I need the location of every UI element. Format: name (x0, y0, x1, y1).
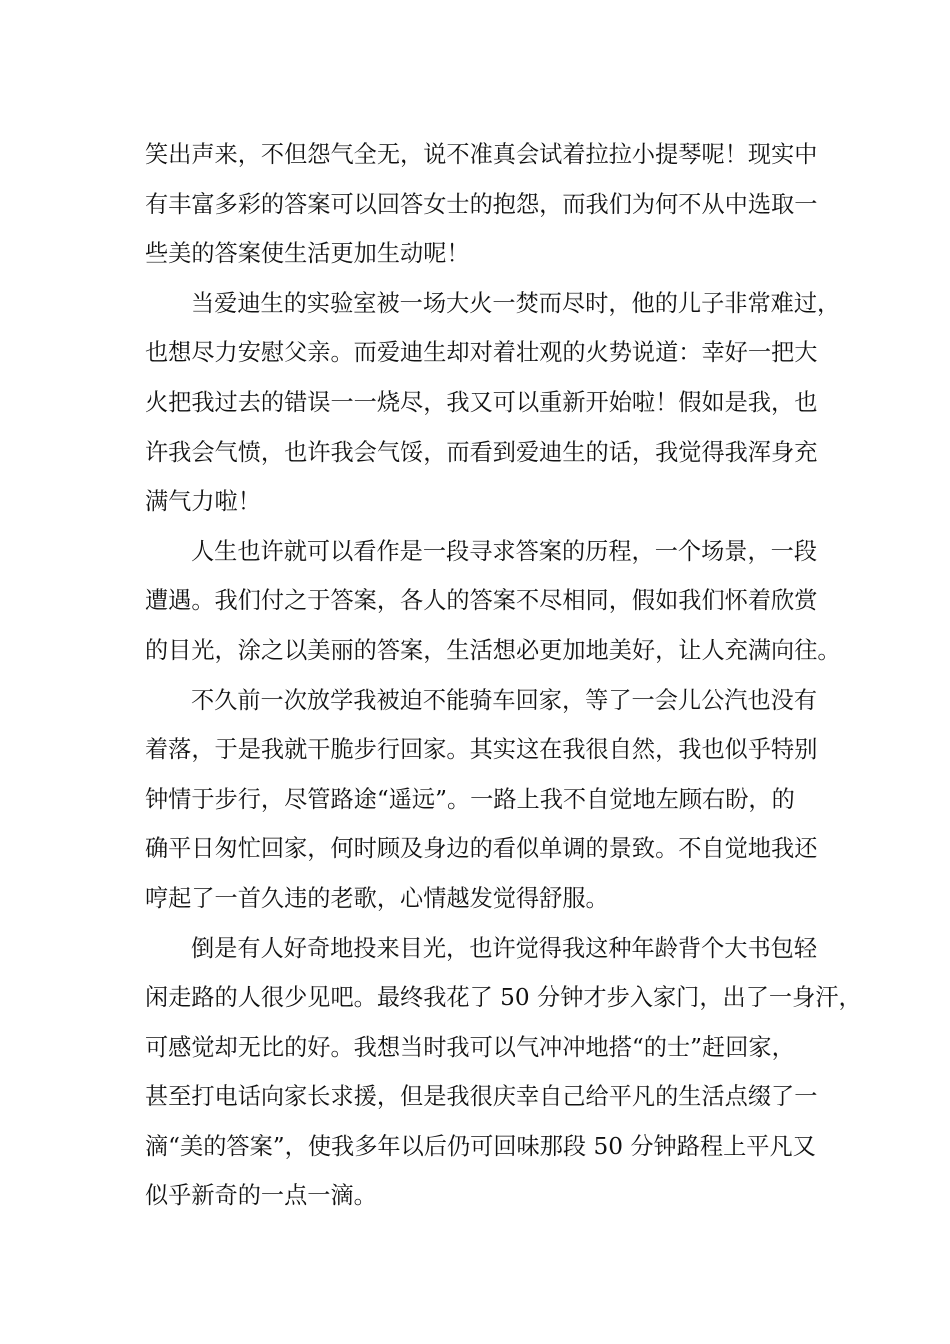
text-line: 滴“美的答案”，使我多年以后仍可回味那段 50 分钟路程上平凡又 (145, 1132, 816, 1160)
text-line: 笑出声来，不但怨气全无，说不准真会试着拉拉小提琴呢！现实中 (145, 141, 818, 168)
text-line: 确平日匆忙回家，何时顾及身边的看似单调的景致。不自觉地我还 (145, 835, 818, 863)
text-line: 满气力啦！ (145, 488, 261, 516)
text-line: 似乎新奇的一点一滴。 (145, 1182, 377, 1210)
text-line: 有丰富多彩的答案可以回答女士的抱怨，而我们为何不从中选取一 (145, 190, 818, 218)
text-line: 倒是有人好奇地投来目光，也许觉得我这种年龄背个大书包轻 (191, 934, 818, 962)
text-line: 当爱迪生的实验室被一场大火一焚而尽时，他的儿子非常难过， (191, 289, 841, 317)
paragraph-5 (145, 924, 862, 1222)
paragraph-2 (145, 279, 841, 527)
text-line: 不久前一次放学我被迫不能骑车回家，等了一会儿公汽也没有 (191, 686, 818, 714)
text-line: 的目光，涂之以美丽的答案，生活想必更加地美好，让人充满向往。 (145, 636, 841, 664)
text-line: 哼起了一首久违的老歌，心情越发觉得舒服。 (145, 884, 609, 912)
text-line: 甚至打电话向家长求援，但是我很庆幸自己给平凡的生活点缀了一 (145, 1083, 818, 1111)
text-line: 人生也许就可以看作是一段寻求答案的历程，一个场景，一段 (191, 537, 818, 565)
text-line: 可感觉却无比的好。我想当时我可以气冲冲地搭“的士”赶回家， (145, 1033, 795, 1061)
paragraph-4 (145, 676, 835, 924)
text-line: 也想尽力安慰父亲。而爱迪生却对着壮观的火势说道：幸好一把大 (145, 339, 818, 367)
text-line: 着落，于是我就干脆步行回家。其实这在我很自然，我也似乎特别 (145, 736, 818, 764)
text-line: 些美的答案使生活更加生动呢！ (145, 240, 470, 268)
text-line: 闲走路的人很少见吧。最终我花了 50 分钟才步入家门，出了一身汗， (145, 984, 862, 1012)
article-body (145, 130, 862, 1221)
paragraph-1 (145, 130, 835, 279)
text-line: 火把我过去的错误一一烧尽，我又可以重新开始啦！假如是我，也 (145, 388, 818, 416)
text-line: 钟情于步行，尽管路途“遥远”。一路上我不自觉地左顾右盼，的 (145, 785, 795, 813)
paragraph-3 (145, 527, 841, 676)
text-line: 许我会气愤，也许我会气馁，而看到爱迪生的话，我觉得我浑身充 (145, 438, 818, 466)
text-line: 遭遇。我们付之于答案，各人的答案不尽相同，假如我们怀着欣赏 (145, 587, 818, 615)
